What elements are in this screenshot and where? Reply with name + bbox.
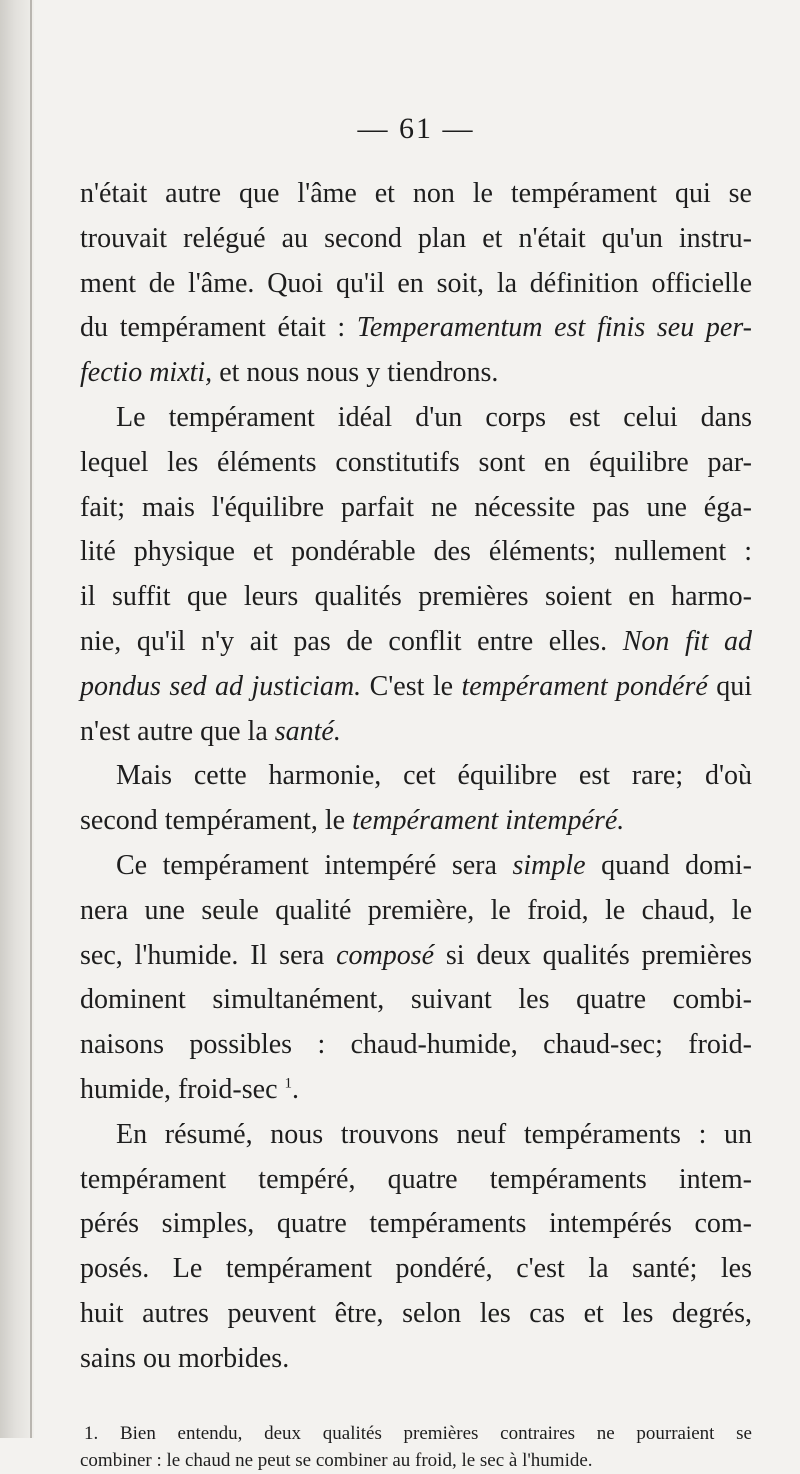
text-line: dominent simultanément, suivant les quatre combi- [80, 984, 752, 1016]
emphasis: tempérament intempéré. [352, 805, 625, 837]
latin-quote: pondus sed ad justiciam. [80, 670, 362, 702]
text-line: n'est autre que la santé. [80, 715, 341, 747]
latin-quote: Temperamentum est finis seu per- [356, 312, 752, 344]
text-line: nie, qu'il n'y ait pas de conflit entre elles. Non fit ad [80, 625, 753, 657]
text-line: il suffit que leurs qualités premières soient en harmo- [80, 581, 752, 613]
text-line: En résumé, nous trouvons neuf tempéraments : un [116, 1118, 752, 1150]
footnote-line: combiner : le chaud ne peut se combiner au froid, le sec à l'humide. [80, 1449, 593, 1471]
text-line: fait; mais l'équilibre parfait ne nécessite pas une éga- [80, 491, 752, 523]
emphasis: tempérament pondéré [461, 670, 708, 702]
text-line: pérés simples, quatre tempéraments intempérés com- [80, 1208, 752, 1240]
text-line: humide, froid-sec $^1$. [80, 1073, 299, 1105]
text-line: lité physique et pondérable des éléments; nullement : [80, 536, 752, 568]
page-binding-edge [0, 0, 34, 1438]
text-line: second tempérament, le tempérament intempéré. [80, 805, 625, 837]
text-line: naisons possibles : chaud-humide, chaud-sec; froid- [80, 1029, 752, 1061]
latin-quote: fectio mixti, [80, 357, 213, 389]
text-line: trouvait relégué au second plan et n'était qu'un instru- [80, 222, 752, 254]
text-line: fectio mixti, et nous nous y tiendrons. [80, 357, 499, 389]
text-line: posés. Le tempérament pondéré, c'est la santé; les [80, 1253, 752, 1285]
text-line: pondus sed ad justiciam. C'est le tempérament pondéré qui [80, 670, 753, 702]
latin-quote: Non fit ad [622, 625, 753, 657]
text-line: du tempérament était : Temperamentum est finis seu per- [80, 312, 752, 344]
page-number: — 61 — [357, 112, 475, 145]
text-line: nera une seule qualité première, le froid, le chaud, le [80, 894, 752, 926]
text-line: Le tempérament idéal d'un corps est celui dans [116, 401, 752, 433]
text-line: huit autres peuvent être, selon les cas et les degrés, [80, 1297, 752, 1329]
text-line: ment de l'âme. Quoi qu'il en soit, la définition officielle [80, 267, 752, 299]
text-line: lequel les éléments constitutifs sont en équilibre par- [80, 446, 752, 478]
emphasis: simple [512, 849, 586, 881]
emphasis: composé [336, 939, 435, 971]
footnote [80, 1420, 752, 1474]
text-line: Ce tempérament intempéré sera simple quand domi- [116, 849, 753, 881]
page-text [80, 112, 752, 1474]
text-line: tempérament tempéré, quatre tempéraments intem- [80, 1163, 752, 1195]
footnote-line: 1. Bien entendu, deux qualités premières contraires ne pourraient se [84, 1422, 752, 1444]
text-line: n'était autre que l'âme et non le tempérament qui se [80, 178, 752, 209]
text-line: sains ou morbides. [80, 1342, 290, 1374]
footnote-reference: 1 [284, 1075, 292, 1092]
text-line: sec, l'humide. Il sera composé si deux qualités premières [80, 939, 752, 971]
emphasis: santé. [274, 715, 341, 747]
text-line: Mais cette harmonie, cet équilibre est rare; d'où [116, 760, 752, 792]
